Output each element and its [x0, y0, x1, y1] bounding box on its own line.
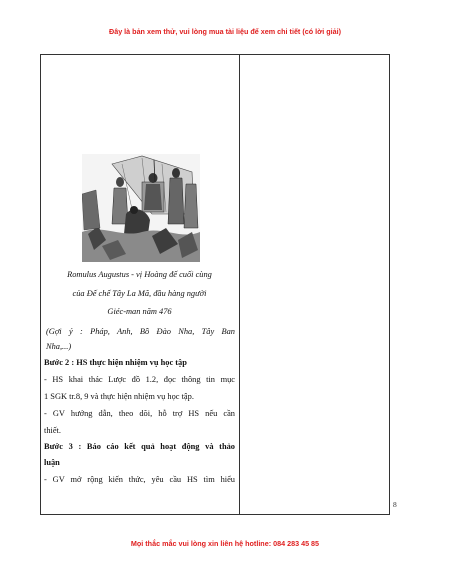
preview-notice: Đây là bản xem thử, vui lòng mua tài liệu để xem chi tiết (có lời giải) [109, 27, 341, 36]
paragraph-line: - HS khai thác Lược đồ 1.2, đọc thông tin mục [44, 374, 235, 384]
step-2-paragraph [40, 371, 239, 405]
step-3-title [40, 439, 239, 471]
paragraph-line: - GV mở rộng kiến thức, yêu cầu HS tìm hiểu [44, 474, 235, 484]
step-3-paragraph [40, 471, 239, 488]
caption-line: của Đế chế Tây La Mã, đầu hàng người [72, 288, 207, 298]
caption-line: Giéc-man năm 476 [107, 307, 172, 316]
hint-text [40, 324, 239, 355]
hint-line: (Gợi ý : Pháp, Anh, Bồ Đào Nha, Tây Ban [46, 326, 235, 336]
title-line: luận [44, 457, 60, 467]
hotline-notice: Mọi thắc mắc vui lòng xin liên hệ hotline: 084 283 45 85 [130, 539, 320, 548]
figure-caption [40, 266, 239, 322]
step-2-title: Bước 2 : HS thực hiện nhiệm vụ học tập [44, 357, 187, 367]
paragraph-line: 1 SGK tr.8, 9 và thực hiện nhiệm vụ học tập. [44, 391, 194, 401]
hint-line: Nha,...) [46, 342, 72, 351]
romulus-augustus-engraving [82, 154, 200, 262]
title-line: Bước 3 : Báo cáo kết quả hoạt động và thảo [44, 441, 235, 451]
lesson-left-column [40, 266, 239, 488]
caption-line: Romulus Augustus - vị Hoàng đế cuối cùng [67, 270, 212, 279]
page-number: 8 [393, 500, 397, 509]
paragraph-line: thiết. [44, 425, 61, 435]
step-2-paragraph [40, 405, 239, 439]
table-column-divider [239, 54, 240, 515]
paragraph-line: - GV hướng dẫn, theo dõi, hỗ trợ HS nếu cần [44, 408, 235, 418]
